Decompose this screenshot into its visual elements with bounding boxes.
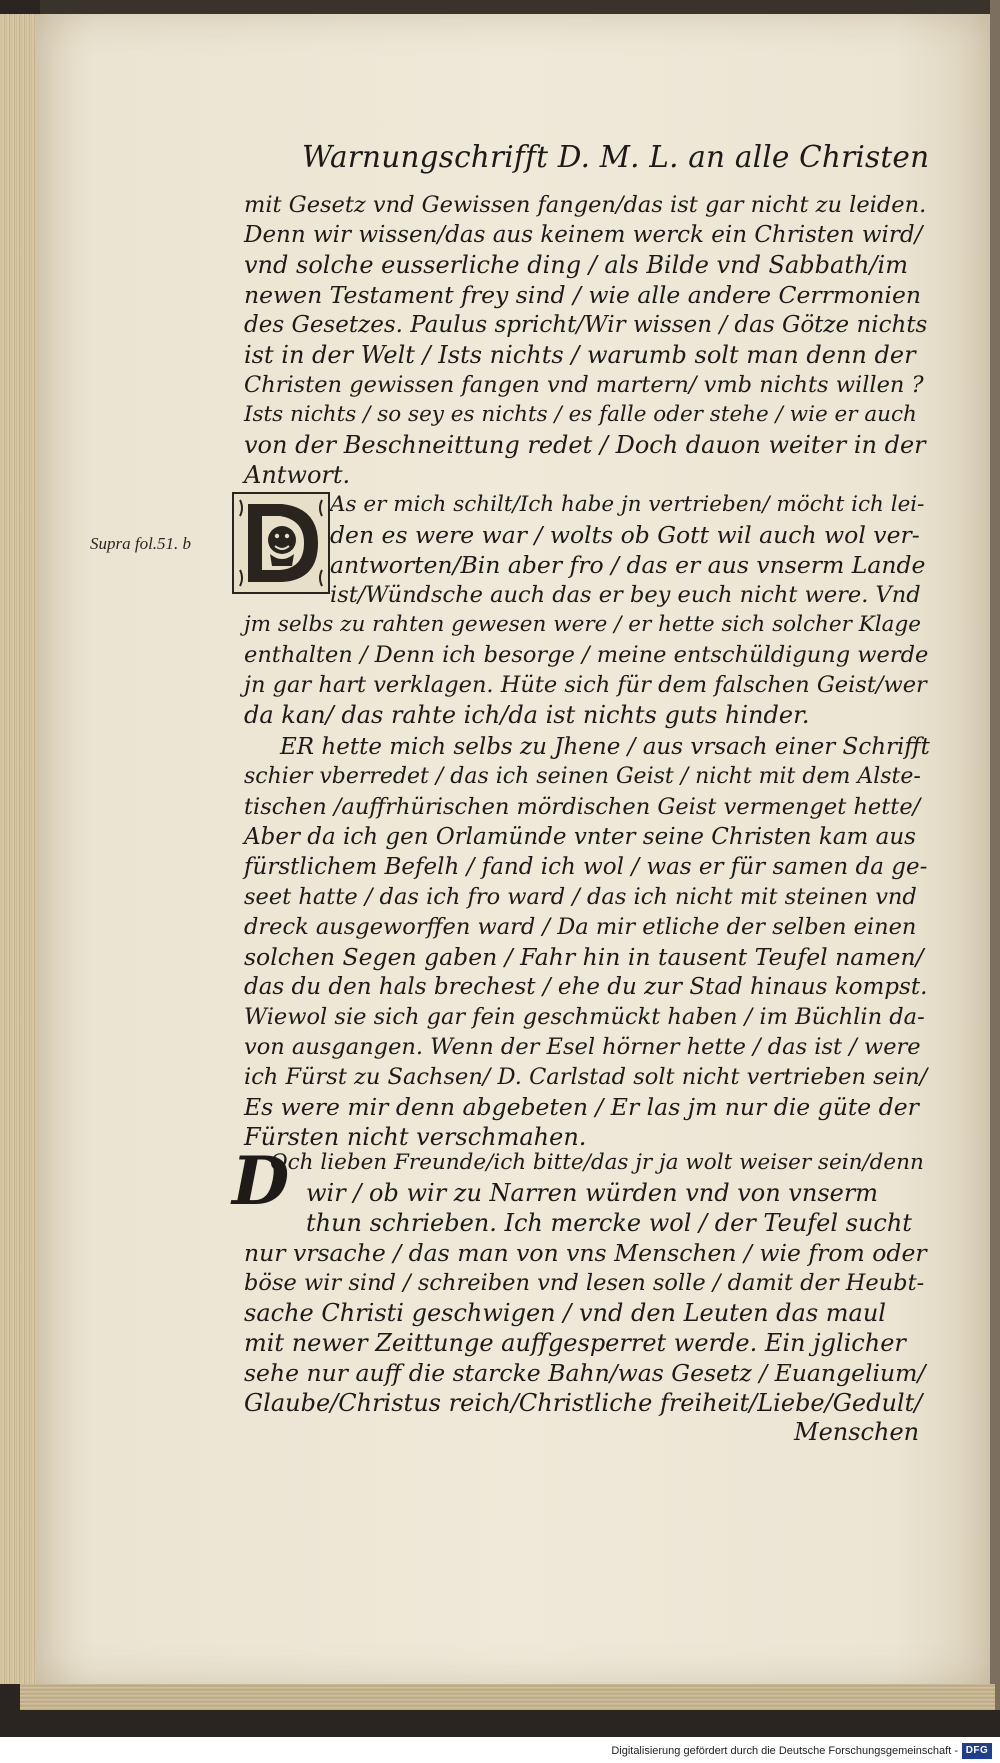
text-line: das du den hals brechest / ehe du zur Stad hinaus kompst. [244,974,928,1000]
text-line: Glaube/Christus reich/Christliche freiheit/Liebe/Gedult/ [244,1389,923,1417]
text-line: seet hatte / das ich fro ward / das ich nicht mit steinen vnd [244,884,917,910]
text-line: Antwort. [244,461,351,489]
margin-note: Supra fol.51. b [90,534,192,553]
text-line: enthalten / Denn ich besorge / meine entschüldigung werde [244,642,929,668]
catchword: Menschen [794,1418,920,1446]
text-line: ist in der Welt / Ists nichts / warumb solt man denn der [244,341,916,369]
running-head: Warnungschrifft D. M. L. an alle Christen [302,140,930,174]
text-line: von der Beschneittung redet / Doch dauon weiter in der [244,431,926,459]
text-line: ich Fürst zu Sachsen/ D. Carlstad solt nicht vertrieben sein/ [244,1064,928,1090]
text-line: solchen Segen gaben / Fahr hin in tausent Teufel namen/ [244,943,924,971]
page-stack-edge [0,14,41,1684]
text-line: Wiewol sie sich gar fein geschmückt haben / im Büchlin da- [244,1004,925,1030]
text-line: den es were war / wolts ob Gott wil auch wol ver- [330,521,920,549]
text-line: dreck ausgeworffen ward / Da mir etliche der selben einen [244,914,917,940]
dfg-logo: DFG [962,1743,992,1759]
text-line: As er mich schilt/Ich habe jn vertrieben/ möcht ich lei- [330,492,925,517]
text-line: von ausgangen. Wenn der Esel hörner hette / das ist / were [244,1034,921,1060]
page-bottom-edge [20,1684,995,1710]
text-line: des Gesetzes. Paulus spricht/Wir wissen / das Götze nichts [244,312,928,338]
text-line: fürstlichem Befelh / fand ich wol / was er für samen da ge- [244,854,928,880]
text-line: jn gar hart verklagen. Hüte sich für dem falschen Geist/wer [244,672,927,698]
ornament-initial-icon [234,494,328,592]
text-line: schier vberredet / das ich seinen Geist / nicht mit dem Alste- [244,764,921,789]
text-line: thun schrieben. Ich mercke wol / der Teufel sucht [306,1209,912,1237]
text-line: Ists nichts / so sey es nichts / es falle oder stehe / wie er auch [244,402,917,427]
text-line: Es were mir denn abgebeten / Er las jm nur die güte der [244,1093,919,1121]
text-line: Aber da ich gen Orlamünde vnter seine Christen kam aus [244,824,916,850]
text-line: nur vrsache / das man von vns Menschen / wie from oder [244,1239,927,1267]
text-line: jm selbs zu rahten gewesen were / er hette sich solcher Klage [244,612,921,637]
text-line: Christen gewissen fangen vnd martern/ vmb nichts willen ? [244,372,924,398]
text-line: wir / ob wir zu Narren würden vnd von vnserm [306,1179,879,1207]
text-line: Denn wir wissen/das aus keinem werck ein Christen wird/ [244,222,923,248]
text-line: newen Testament frey sind / wie alle andere Cerrmonien [244,281,921,309]
book-cover-edge [990,0,1000,1710]
text-line: böse wir sind / schreiben vnd lesen solle / damit der Heubt- [244,1270,925,1296]
text-line: sehe nur auff die starcke Bahn/was Gesetz / Euangelium/ [244,1359,926,1387]
text-line: mit newer Zeittunge auffgesperret werde. Ein jglicher [244,1329,906,1357]
text-line: sache Christi geschwigen / vnd den Leuten das maul [244,1299,886,1327]
decorated-initial [232,492,330,594]
text-line: vnd solche eusserliche ding / als Bilde vnd Sabbath/im [244,251,908,279]
text-line: antworten/Bin aber fro / das er aus vnserm Lande [330,551,926,579]
initial-letter: D [232,1142,290,1220]
digitization-credit: Digitalisierung gefördert durch die Deutsche Forschungsgemeinschaft - [611,1745,958,1757]
text-line: Fürsten nicht verschmahen. [244,1123,587,1151]
text-line: Och lieben Freunde/ich bitte/das jr ja wolt weiser sein/denn [270,1150,924,1175]
text-line: da kan/ das rahte ich/da ist nichts guts hinder. [244,701,810,729]
text-line: ER hette mich selbs zu Jhene / aus vrsach einer Schrifft [280,734,930,760]
text-line: tischen /auffrhürischen mördischen Geist vermenget hette/ [244,794,921,820]
text-line: ist/Wündsche auch das er bey euch nicht were. Vnd [330,582,921,608]
text-line: mit Gesetz vnd Gewissen fangen/das ist gar nicht zu leiden. [244,192,927,218]
